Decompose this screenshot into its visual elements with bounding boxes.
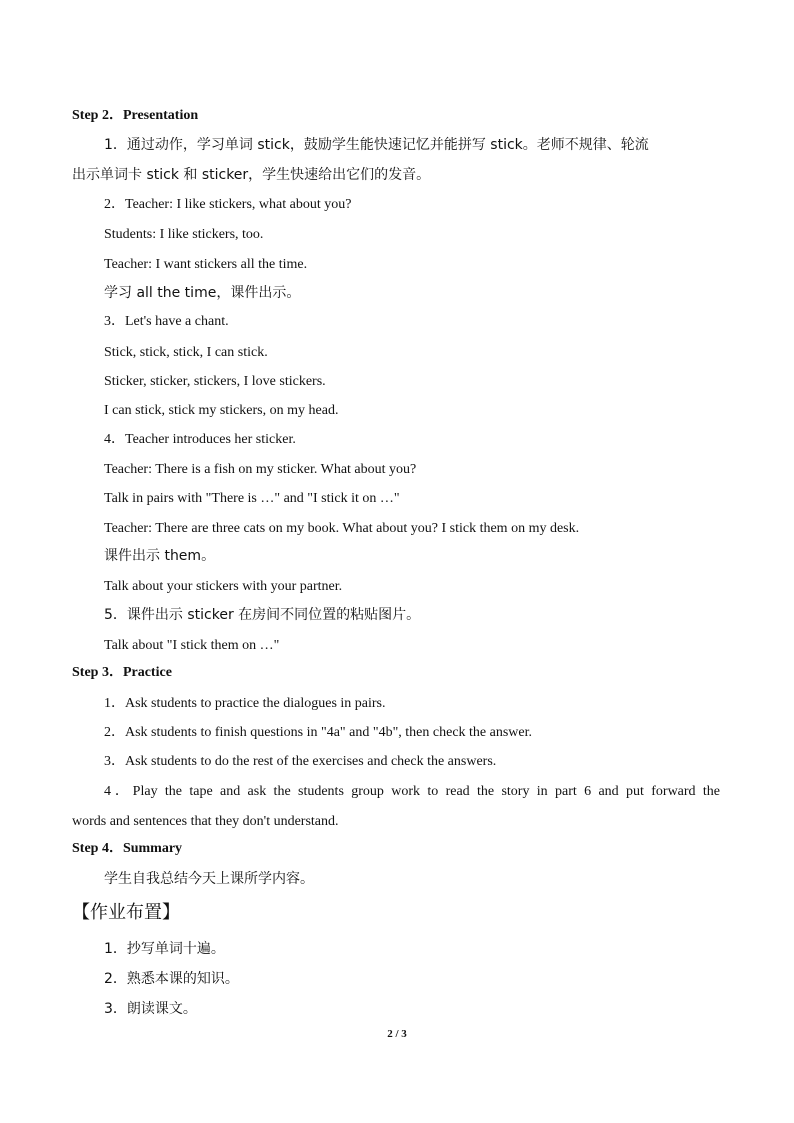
step2-item2: 2．Teacher: I like stickers, what about you?: [104, 197, 352, 212]
step3-item2: 2．Ask students to finish questions in "4a" and "4b", then check the answer.: [104, 725, 533, 740]
step2-show-them: 课件出示 them。: [104, 548, 216, 564]
step3-item1: 1．Ask students to practice the dialogues in pairs.: [104, 696, 386, 711]
step2-item5: 5．课件出示 sticker 在房间不同位置的粘贴图片。: [104, 607, 421, 623]
step2-chant2: Sticker, sticker, stickers, I love stickers.: [104, 374, 326, 389]
step2-item1-line1: 1．通过动作，学习单词 stick，鼓励学生能快速记忆并能拼写 stick。老师不规律、轮流: [104, 137, 649, 153]
step4-heading: Step 4．Summary: [72, 841, 183, 856]
step2-item1-line2: 出示单词卡 stick 和 sticker，学生快速给出它们的发音。: [72, 167, 431, 183]
step2-talk-partner: Talk about your stickers with your partner.: [104, 579, 343, 594]
step2-chant3: I can stick, stick my stickers, on my head.: [104, 403, 339, 418]
step2-item3: 3．Let's have a chant.: [104, 314, 229, 329]
homework-item1: 1．抄写单词十遍。: [104, 941, 225, 957]
step2-learn-time: 学习 all the time，课件出示。: [104, 285, 301, 301]
step3-item3: 3．Ask students to do the rest of the exercises and check the answers.: [104, 754, 497, 769]
homework-item2: 2．熟悉本课的知识。: [104, 971, 239, 987]
step3-item4-line1: 4．Play the tape and ask the students group work to read the story in part 6 and put forward the: [104, 784, 720, 799]
step2-talk-pairs: Talk in pairs with "There is …" and "I stick it on …": [104, 491, 400, 506]
step4-text: 学生自我总结今天上课所学内容。: [104, 871, 314, 887]
page-number: 2 / 3: [387, 1028, 407, 1040]
homework-title: 【作业布置】: [72, 902, 180, 923]
step2-heading: Step 2．Presentation: [72, 108, 199, 123]
step2-talk-them: Talk about "I stick them on …": [104, 638, 280, 653]
step2-teacher-cats: Teacher: There are three cats on my book. What about you? I stick them on my desk.: [104, 521, 580, 536]
step2-item4: 4．Teacher introduces her sticker.: [104, 432, 296, 447]
step3-item4-line2: words and sentences that they don't understand.: [72, 814, 339, 829]
step2-chant1: Stick, stick, stick, I can stick.: [104, 345, 268, 360]
step2-teacher-fish: Teacher: There is a fish on my sticker. What about you?: [104, 462, 417, 477]
step2-teacher-time: Teacher: I want stickers all the time.: [104, 257, 308, 272]
homework-item3: 3．朗读课文。: [104, 1001, 197, 1017]
step2-students: Students: I like stickers, too.: [104, 227, 264, 242]
step3-heading: Step 3．Practice: [72, 665, 172, 680]
